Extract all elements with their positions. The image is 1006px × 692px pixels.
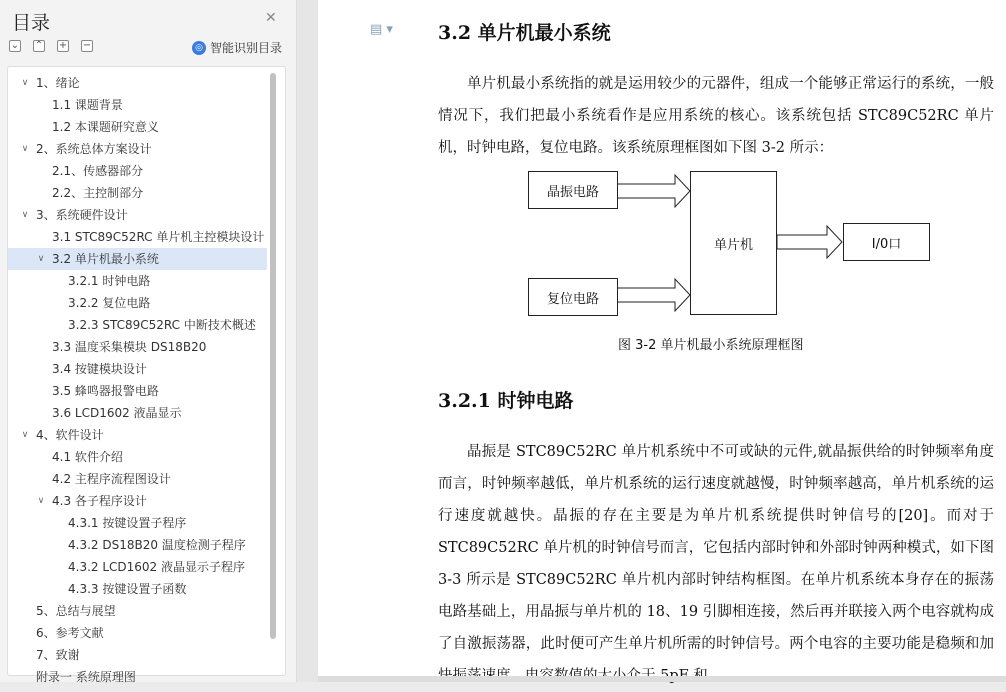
toc-item-label: 4.3.1 按键设置子程序 xyxy=(68,516,187,530)
toc-item-label: 4.3.2 DS18B20 温度检测子程序 xyxy=(68,538,246,552)
toc-item-label: 4.2 主程序流程图设计 xyxy=(52,472,171,486)
toc-item[interactable] xyxy=(8,380,267,402)
paragraph-clock-circuit: 晶振是 STC89C52RC 单片机系统中不可或缺的元件,就晶振供给的时钟频率角度而言，时钟频率越低，单片机系统的运行速度就越慢，时钟频率越高，单片机系统的运行速度就越快。晶振的存在主要是为单片机系统提供时钟信号的[20]。而对于 STC89C52RC 单片机的时钟信号而言，它包括内部时钟和外部时钟两种模式，如下图 3-3 所示是 STC89C52RC 单片机内部时钟结构框图。在单片机系统本身存在的振荡电路基础上，用晶振与单片机的 18、19 引脚相连接，然后再并联接入两个电容就构成了自激振荡器，此时便可产生单片机所需的时钟信号。两个电容的主要功能是稳频和加 xyxy=(438,444,994,652)
heading-3-2-1: 3.2.1 时钟电路 xyxy=(438,390,574,412)
figure-caption: 图 3-2 单片机最小系统原理框图 xyxy=(618,338,804,353)
toc-item-label: 3.1 STC89C52RC 单片机主控模块设计 xyxy=(52,230,265,244)
smart-toc-label: 智能识别目录 xyxy=(210,41,283,55)
toc-item[interactable] xyxy=(8,446,267,468)
page-doc-icon[interactable]: ▤ ▾ xyxy=(370,22,393,37)
toc-item[interactable] xyxy=(8,402,267,424)
crystal-circuit-box: 晶振电路 xyxy=(528,171,618,209)
mcu-box: 单片机 xyxy=(690,171,777,315)
reset-circuit-box: 复位电路 xyxy=(528,278,618,316)
toc-item[interactable] xyxy=(8,578,267,600)
arrow-mcu-to-io xyxy=(777,226,842,258)
toc-item-label: 2.1、传感器部分 xyxy=(52,164,144,178)
chevron-down-icon[interactable]: ∨ xyxy=(37,496,45,506)
expand-all-icon[interactable]: ⌄ xyxy=(10,40,20,51)
toc-item-label: 3.2 单片机最小系统 xyxy=(52,252,159,266)
toc-item-label: 1.1 课题背景 xyxy=(52,98,123,112)
toc-item[interactable] xyxy=(8,600,267,622)
toc-item-label: 3.6 LCD1602 液晶显示 xyxy=(52,406,182,420)
toc-item[interactable] xyxy=(8,248,267,270)
toc-scrollbar[interactable] xyxy=(270,73,276,639)
toc-item[interactable] xyxy=(8,94,267,116)
toc-item[interactable] xyxy=(8,182,267,204)
toc-item[interactable] xyxy=(8,358,267,380)
chevron-down-icon[interactable]: ∨ xyxy=(21,144,29,154)
toc-item[interactable] xyxy=(8,490,267,512)
arrow-crystal-to-mcu xyxy=(617,175,690,207)
chevron-down-icon[interactable]: ∨ xyxy=(21,78,29,88)
toc-item-label: 1、绪论 xyxy=(36,76,80,90)
close-icon[interactable]: ✕ xyxy=(265,10,277,26)
toc-item-label: 3.3 温度采集模块 DS18B20 xyxy=(52,340,207,354)
toc-item-label: 4.1 软件介绍 xyxy=(52,450,123,464)
toc-item[interactable] xyxy=(8,226,267,248)
toc-item-label: 2.2、主控制部分 xyxy=(52,186,144,200)
toc-item-label: 4.3.2 LCD1602 液晶显示子程序 xyxy=(68,560,246,574)
chevron-down-icon[interactable]: ∨ xyxy=(21,430,29,440)
paragraph-minimum-system: 单片机最小系统指的就是运用较少的元器件，组成一个能够正常运行的系统，一般情况下，我们把最小系统看作是应用系统的核心。该系统包括 STC89C52RC 单片机，时钟电路，复位电路。该系统原理框图如下图 3-2 所示： xyxy=(438,76,994,156)
toc-item-label: 6、参考文献 xyxy=(36,626,104,640)
toc-item-label: 4.3.3 按键设置子函数 xyxy=(68,582,187,596)
toc-item-label: 7、致谢 xyxy=(36,648,80,662)
toc-item[interactable] xyxy=(8,314,267,336)
toc-item-label: 1.2 本课题研究意义 xyxy=(52,120,159,134)
toc-item[interactable] xyxy=(8,72,267,94)
toc-item[interactable] xyxy=(8,534,267,556)
toc-item[interactable] xyxy=(8,512,267,534)
block-diagram xyxy=(527,170,932,318)
toc-item-label: 3.5 蜂鸣器报警电路 xyxy=(52,384,159,398)
toc-item[interactable] xyxy=(8,160,267,182)
toc-item[interactable] xyxy=(8,666,267,688)
toc-item-label: 4.3 各子程序设计 xyxy=(52,494,147,508)
toc-item-label: 3.2.3 STC89C52RC 中断技术概述 xyxy=(68,318,256,332)
toc-item-label: 3、系统硬件设计 xyxy=(36,208,128,222)
toc-item-label: 3.4 按键模块设计 xyxy=(52,362,147,376)
remove-heading-icon[interactable]: − xyxy=(82,40,92,51)
add-heading-icon[interactable]: + xyxy=(58,40,68,51)
io-port-box: I/0口 xyxy=(843,223,930,261)
chevron-down-icon[interactable]: ∨ xyxy=(37,254,45,264)
heading-3-2: 3.2 单片机最小系统 xyxy=(438,22,611,44)
arrow-reset-to-mcu xyxy=(617,279,690,311)
toc-title: 目录 xyxy=(12,12,51,34)
toc-item-label: 3.2.1 时钟电路 xyxy=(68,274,151,288)
toc-item[interactable] xyxy=(8,556,267,578)
toc-item[interactable] xyxy=(8,204,267,226)
toc-item-label: 3.2.2 复位电路 xyxy=(68,296,151,310)
toc-list xyxy=(7,66,286,684)
toc-item[interactable] xyxy=(8,116,267,138)
toc-item[interactable] xyxy=(8,138,267,160)
toc-item[interactable] xyxy=(8,468,267,490)
toc-item-label: 附录一 系统原理图 xyxy=(36,670,136,684)
smart-recognize-icon: ◎ xyxy=(192,41,206,55)
toc-item-label: 2、系统总体方案设计 xyxy=(36,142,152,156)
toc-item[interactable] xyxy=(8,644,267,666)
toc-item[interactable] xyxy=(8,292,267,314)
smart-toc-button[interactable] xyxy=(192,39,282,56)
toc-item[interactable] xyxy=(8,622,267,644)
toc-item[interactable] xyxy=(8,336,267,358)
toc-pane xyxy=(0,0,297,682)
collapse-all-icon[interactable]: ⌃ xyxy=(34,40,44,51)
toc-item[interactable] xyxy=(8,424,267,446)
toc-item-label: 4、软件设计 xyxy=(36,428,104,442)
chevron-down-icon[interactable]: ∨ xyxy=(21,210,29,220)
horizontal-scrollbar[interactable] xyxy=(318,676,1006,682)
toc-item[interactable] xyxy=(8,270,267,292)
toc-item-label: 5、总结与展望 xyxy=(36,604,116,618)
